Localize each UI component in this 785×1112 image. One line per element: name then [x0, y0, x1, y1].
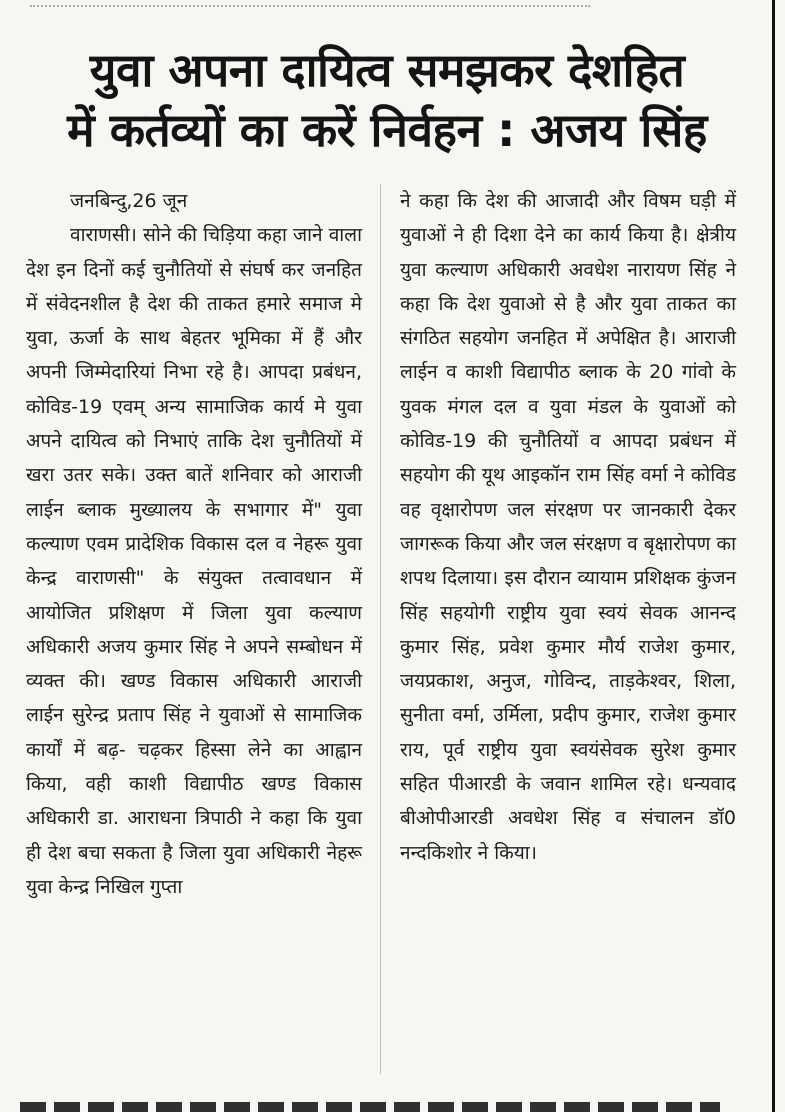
- body-text-right: ने कहा कि देश की आजादी और विषम घड़ी में युवाओं ने ही दिशा देने का कार्य किया है। क्षेत्रीय युवा कल्याण अधिकारी अवधेश नारायण सिंह ने कहा कि देश युवाओ से है और युवा ताकत का संगठित सहयोग जनहित में अपेक्षित है। आराजी लाईन व काशी विद्यापीठ ब्लाक के 20 गांवो के युवक मंगल दल व युवा मंडल के युवाओं को कोविड-19 की चुनौतियों व आपदा प्रबंधन में सहयोग की यूथ आइकॉन राम सिंह वर्मा ने कोविड वह वृक्षारोपण जल संरक्षण पर जानकारी देकर जागरूक किया और जल संरक्षण व बृक्षारोपण का शपथ दिलाया। इस दौरान व्यायाम प्रशिक्षक कुंजन सिंह सहयोगी राष्ट्रीय युवा स्वयं सेवक आनन्द कुमार सिंह, प्रवेश कुमार मौर्य राजेश कुमार, जयप्रकाश, अनुज, गोविन्द, ताड़केश्वर, शिला, सुनीता वर्मा, उर्मिला, प्रदीप कुमार, राजेश कुमार राय, पूर्व राष्ट्रीय युवा स्वयंसेवक सुरेश कुमार सहित पीआरडी के जवान शामिल रहे। धन्यवाद बीओपीआरडी अवधेश सिंह व संचालन डॉ0 नन्दकिशोर ने किया।: [400, 190, 736, 864]
- cutoff-headline: [20, 1102, 720, 1112]
- dateline: जनबिन्दु,26 जून: [70, 190, 188, 212]
- body-text-left: वाराणसी। सोने की चिड़िया कहा जाने वाला देश इन दिनों कई चुनौतियों से संघर्ष कर जनहित में संवेदनशील है देश की ताकत हमारे समाज मे युवा, ऊर्जा के साथ बेहतर भूमिका में हैं और अपनी जिम्मेदारियां निभा रहे है। आपदा प्रबंधन, कोविड-19 एवम् अन्य सामाजिक कार्य मे युवा अपने दायित्व को निभाएं ताकि देश चुनौतियों में खरा उतर सके। उक्त बातें शनिवार को आराजी लाईन ब्लाक मुख्यालय के सभागार में" युवा कल्याण एवम प्रादेशिक विकास दल व नेहरू युवा केन्द्र वाराणसी" के संयुक्त तत्वावधान में आयोजित प्रशिक्षण में जिला युवा कल्याण अधिकारी अजय कुमार सिंह ने अपने सम्बोधन में व्यक्त की। खण्ड विकास अधिकारी आराजी लाईन सुरेन्द्र प्रताप सिंह ने युवाओं से सामाजिक कार्यों में बढ़- चढ़कर हिस्सा लेने का आह्वान किया, वही काशी विद्यापीठ खण्ड विकास अधिकारी डा. आराधना त्रिपाठी ने कहा कि युवा ही देश बचा सकता है जिला युवा अधिकारी नेहरू युवा केन्द्र निखिल गुप्ता: [26, 224, 362, 898]
- cutoff-text-line: [30, 0, 590, 7]
- page-edge-rule: [772, 0, 775, 1112]
- previous-article-cutoff: [0, 0, 770, 14]
- next-article-cutoff: [0, 1098, 770, 1112]
- headline-line-1: युवा अपना दायित्व समझकर देशहित: [89, 43, 685, 97]
- article-headline: [6, 40, 768, 160]
- headline-line-2: में कर्तव्यों का करें निर्वहन : अजय सिंह: [67, 103, 707, 157]
- article-column-left: [26, 184, 362, 904]
- column-divider: [380, 184, 381, 1074]
- article-column-right: [400, 184, 736, 870]
